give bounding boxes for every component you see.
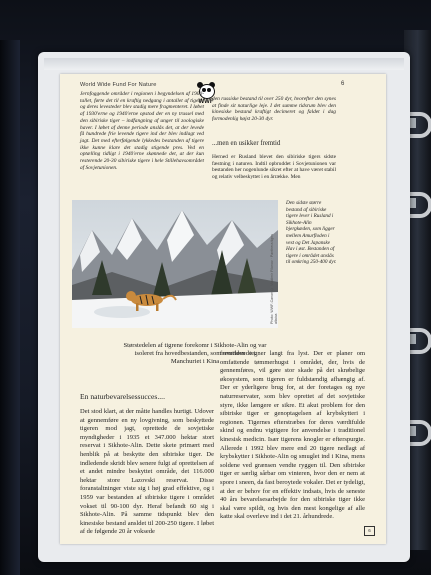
body-left-column [80,408,214,537]
header-title: World Wide Fund For Nature [80,82,157,88]
subheading: ...men en usikker fremtid [212,140,281,147]
intro-left-text: Jernfoggende områder i regionen i begyndelsen af 1900-tallet, førte det til en kraftig nedgang i antallet af tigere, og deres levesteder blev stadig mere fragmenteret. I løbet af 1930'erne og 1940'erne opstod der en ny trussel med den sibiriske tiger – indfangning af unger til zoologiske haver. I løbet af denne periode anslås det, at der levede få hundrede frie levende tigere ind der blev indlagt ved jagt. Det med efterfølgende lykkedes bestanden af tigere ikke kunne klare det stadig stigende pres. Ved en optælling tidligt i 1940'erne skønnede det, at der kun resterende 20-30 sibiriske tigere i hele Stillehavsområdet af Sovjetunionen. [80,91,204,171]
intro-left-column [80,91,204,171]
subheading-paragraph-text: Herned er Rusland blevet den sibiriske tigers sidste fæstning i naturen. Indtil opbruddet i Sovjetunionen var bestanden her nogenlunde sikret efter at have været stabil og relativ velbeskyttet i en årrække. Men [212,154,336,181]
body-left-text: Det stod klart, at der måtte handles hurtigt. Udover at gennemføre en ny lovgivning, som beskyttede tigeren mod jagt, oprettede de sovjetiske myndigheder i 1935 et 347.000 hektar stort reservat i Sikhote-Alin. Dette skete primært med henblik på at beskytte den sibiriske tiger. De indledende skridt blev senere fulgt af oprettelsen af et andet mindre beskyttet område, det 116.000 hektar store Lazovski reservat. Disse foranstaltninger viste sig i høj grad effektive, og i 1959 var bestanden af sibiriske tigere i området vokset til 90-100 dyr. Heraf befandt 60 sig i Sikhote-Alin. På samme tidspunkt blev den kinesiske bestand ansldet til 200-250 tigere. I løbet af de følgende 20 år voksede [80,408,214,536]
photo-caption: Den sidste større bestand af sibiriske tigere lever i Rusland i Sikhote-Alin bjergkæden, som ligger mellem Amurfloden i vest og Det Japanske Hav i øst. Bestanden af tigere i området anslås til omkring 250-400 dyr. [286,200,337,266]
logo-text: WWF [198,99,214,105]
subheading-paragraph [212,154,336,181]
map-caption: Størstedelen af tigrene forekomr i Sikhote-Alin og var isoleret fra hovedbestanden, som overlevede i Manchuriet i Kina [123,342,267,365]
binder-edge [0,40,20,575]
document-page [60,74,386,544]
body-right-text: fremtiden tegner langt fra lyst. Der er planer om omfattende tømmerhugst i området, der, hvis de gennemføres, vil gøre stor skade på det skrøbelige økosystem, som tigeren er fuldstændig afhængig af. Der er yderligere brug for, at der foretages og nye naturreservater, som blev oprettet af det sovjetiske styre, ikke længere er sikre. Et akut problem for den sibiriske tiger er genoptagelsen af krybskytteri i regionen. Tigernes efterstræbes for deres værdifulde skind og endnu vigtigere for anvendelse i traditionel kinesisk medicin. Især tigerens knogler er efterspurgte. Allerede i 1992 blev mere end 20 tigere nedlagt af krybskytter i Sikhote-Alin og smuglet ind i Kina, mens soldene ved grænsen vendte ryggen til. Den sibiriske tiger er særlig sårbar om vinteren, hvor den er nem at spore i sneen, da fast beroytede vokaler. Det er tydeligt, at der er behov for en effektiv indsats, hvis de seneste 40 års bevarelsesarbejde for den sibiriske tiger ikke skal være spildt, og hvis den mest kongelige af alle katte skal overleve ind i det 21. århundrede. [220,350,365,521]
sleeve-top-edge [44,58,404,70]
intro-right-text: den russiske bestand til over 250 dyr, hvorefter den synes at finde sit naturlige leje. I det summe tidsrum blev den kinesiske bestand kraftigt decimeret og faldet i dag formodenlig højst 20-30 dyr. [212,96,336,123]
body-right-column [220,350,365,522]
tiger-photo [72,200,278,328]
intro-right-column [212,96,336,123]
footer-mark: 6 [364,526,375,536]
photo-credit: Photo: WWF-Canon © Vladimir Filonov · Panthera tigris altaica [270,233,278,324]
section-title: En naturbevarelsessucces.... [80,392,165,401]
page-number: 6 [341,81,345,87]
